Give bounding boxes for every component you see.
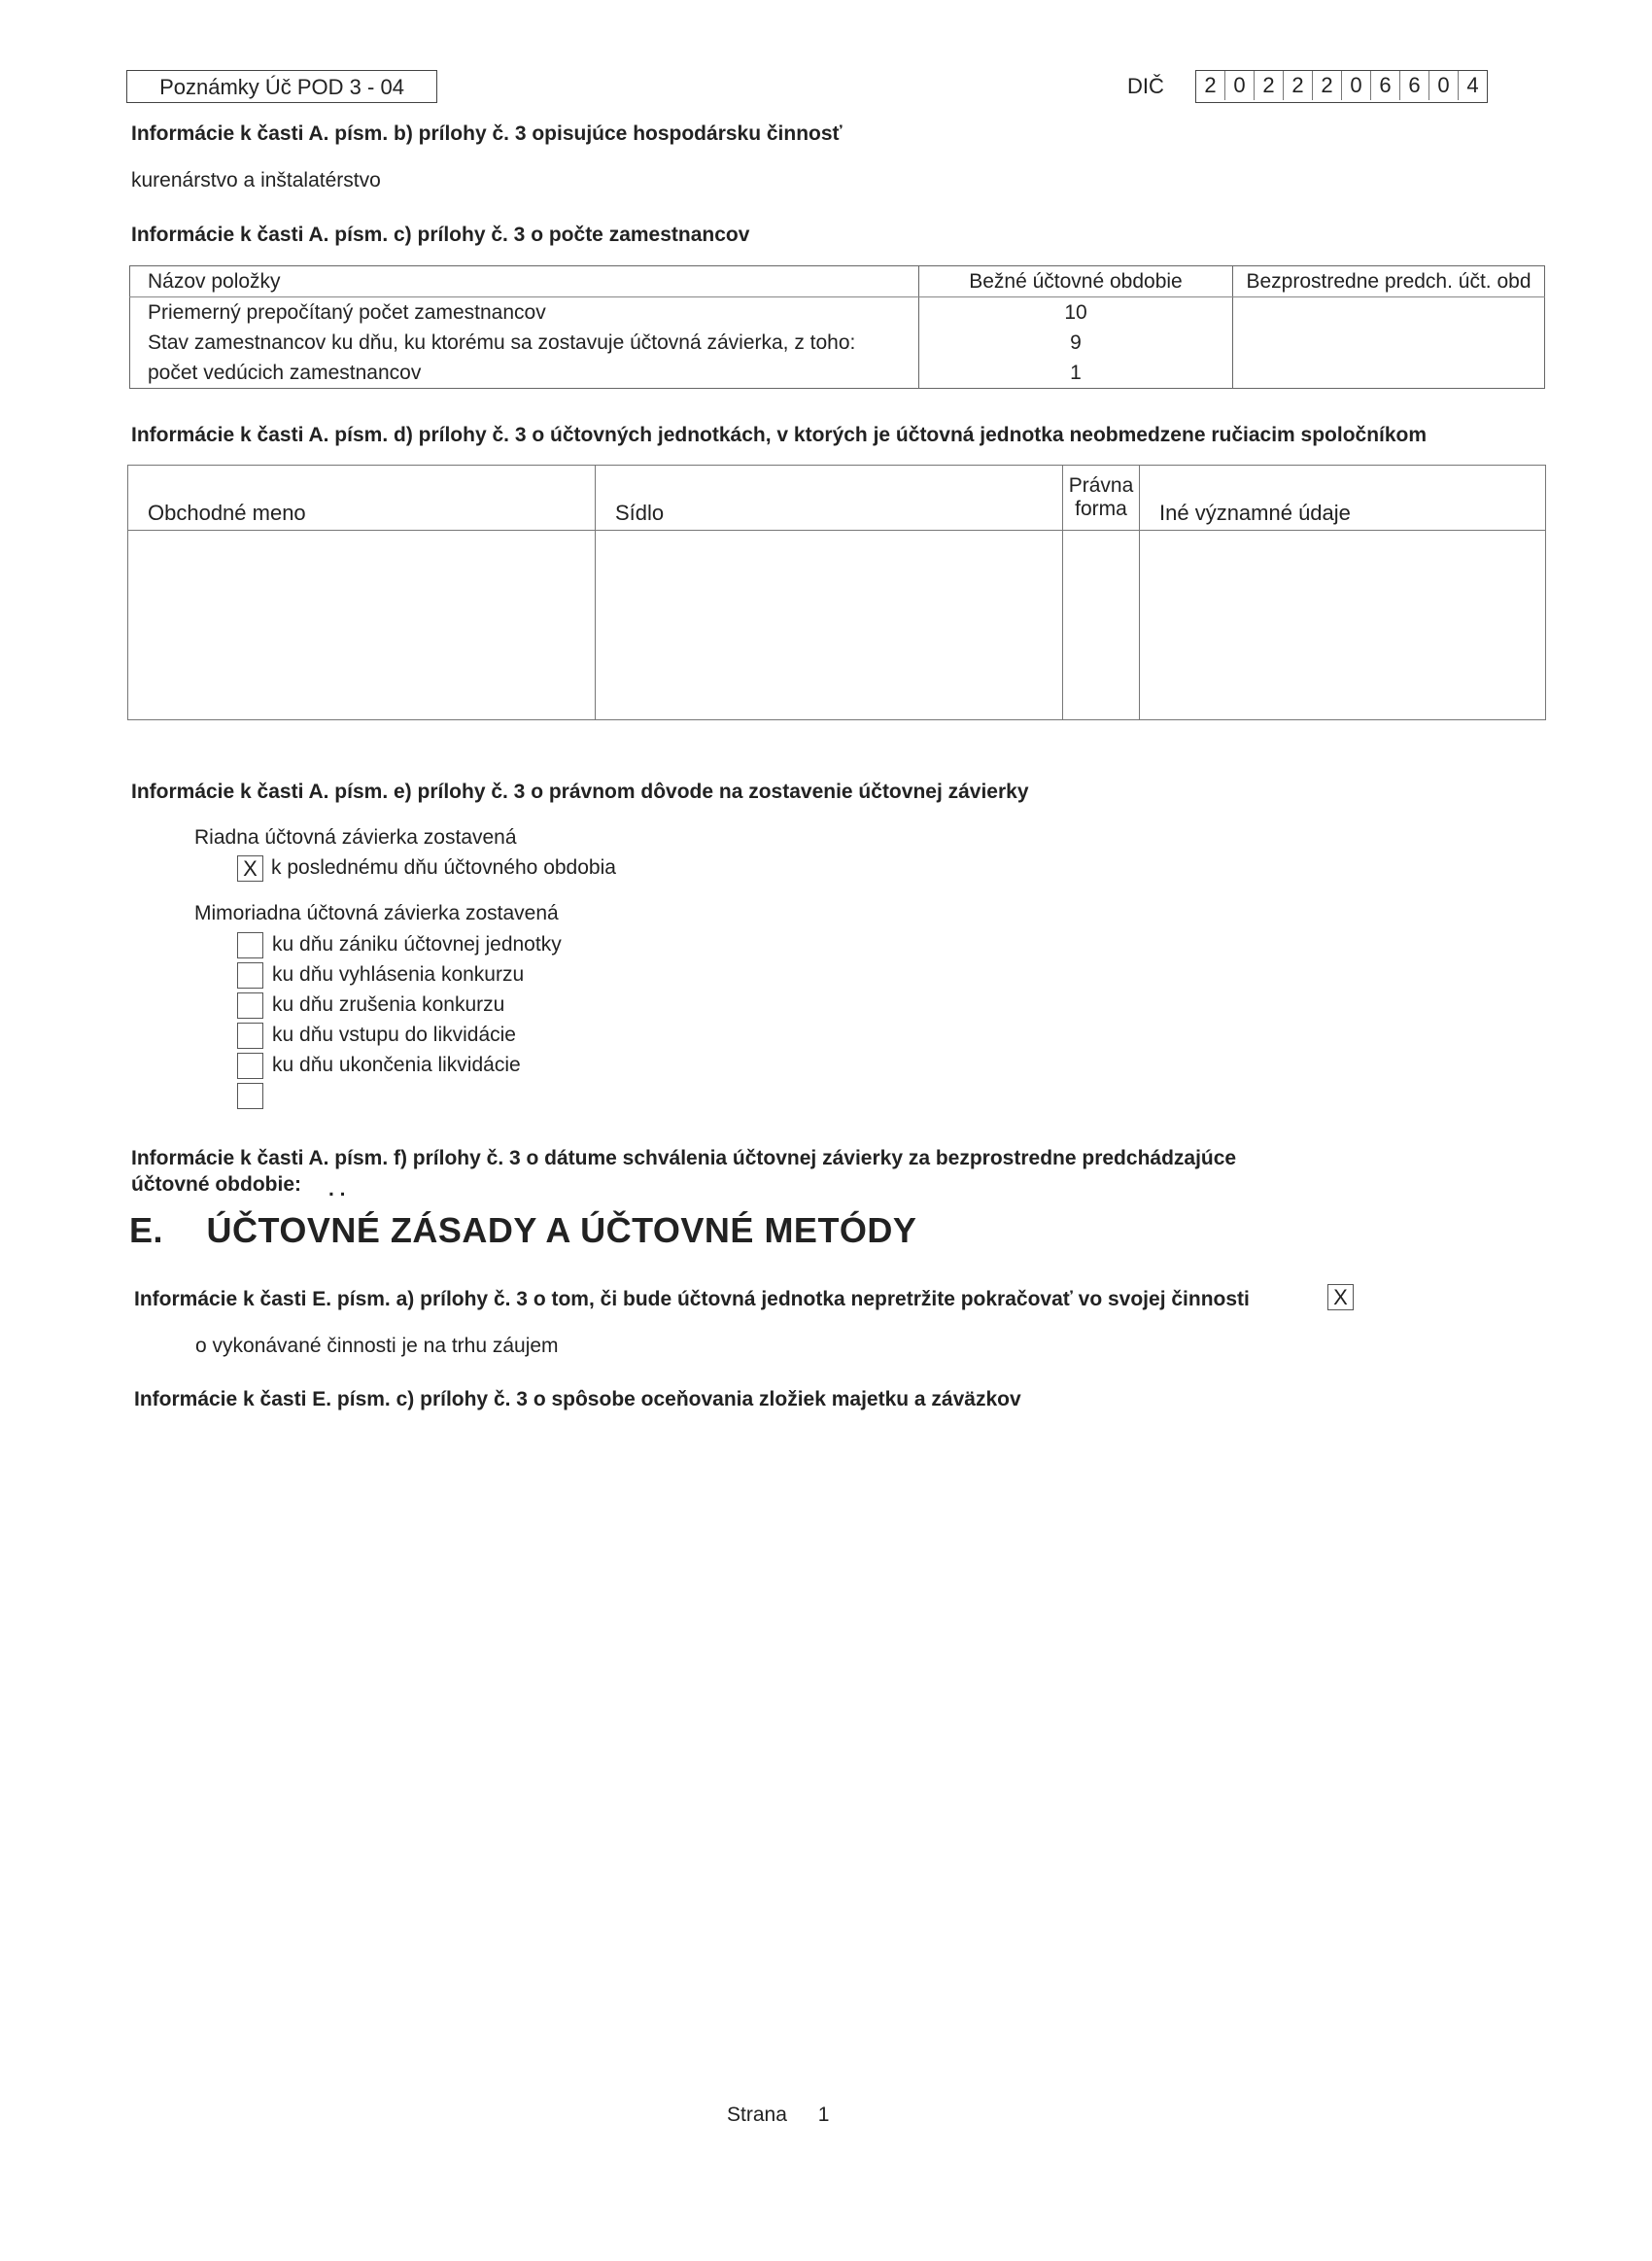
checkbox-extra-label: ku dňu zrušenia konkurzu [272, 993, 505, 1016]
chapter-title-text: ÚČTOVNÉ ZÁSADY A ÚČTOVNÉ METÓDY [206, 1210, 917, 1250]
cell-empty [128, 531, 596, 720]
table-row [130, 328, 1545, 358]
col-header-previous: Bezprostredne predch. účt. obd [1233, 266, 1545, 297]
col-header-current: Bežné účtovné obdobie [919, 266, 1233, 297]
table-header-row [130, 266, 1545, 297]
dic-label: DIČ [1127, 74, 1164, 98]
form-code-box: Poznámky Úč POD 3 - 04 [126, 70, 437, 103]
checkbox-extra[interactable] [237, 992, 263, 1019]
page-label: Strana [727, 2104, 787, 2126]
checkbox-extra[interactable] [237, 1083, 263, 1109]
section-ea-heading: Informácie k časti E. písm. a) prílohy č. 3 o tom, či bude účtovná jednotka nepretržite pokračovať vo svojej činnosti [134, 1288, 1250, 1310]
dic-digit: 4 [1458, 71, 1487, 100]
section-c-heading: Informácie k časti A. písm. c) prílohy č. 3 o počte zamestnancov [131, 224, 750, 246]
cell-empty [1140, 531, 1546, 720]
page-number: 1 [817, 2104, 830, 2126]
col-header-seat: Sídlo [596, 466, 1063, 531]
dic-digit: 6 [1399, 71, 1428, 100]
col-header-other: Iné významné údaje [1140, 466, 1546, 531]
checkbox-extra-label: ku dňu zániku účtovnej jednotky [272, 933, 562, 956]
checkbox-extra[interactable] [237, 932, 263, 958]
legal-form-line1: Právna [1068, 474, 1134, 497]
row-label: Priemerný prepočítaný počet zamestnancov [148, 301, 546, 324]
section-f-heading: Informácie k časti A. písm. f) prílohy č. 3 o dátume schválenia účtovnej závierky za bezprostredne predchádzajúce [131, 1147, 1237, 1169]
row-label: počet vedúcich zamestnancov [148, 362, 422, 384]
table-row [130, 297, 1545, 329]
section-ec-heading: Informácie k časti E. písm. c) prílohy č. 3 o spôsobe oceňovania zložiek majetku a záväzkov [134, 1388, 1021, 1410]
section-ea-text: o vykonávané činnosti je na trhu záujem [195, 1335, 559, 1357]
section-b-text: kurenárstvo a inštalatérstvo [131, 169, 381, 191]
chapter-number: E. [129, 1210, 164, 1250]
section-f-value: . . [328, 1178, 346, 1200]
dic-digit: 0 [1341, 71, 1370, 100]
dic-digit: 2 [1254, 71, 1283, 100]
checkbox-regular-label: k poslednému dňu účtovného obdobia [271, 856, 616, 879]
checkbox-extra-label: ku dňu vstupu do likvidácie [272, 1024, 516, 1046]
row-previous [1233, 328, 1545, 358]
col-header-legal-form [1063, 466, 1140, 531]
row-label: Stav zamestnancov ku dňu, ku ktorému sa zostavuje účtovná závierka, z toho: [148, 331, 856, 354]
checkbox-regular[interactable]: X [237, 855, 263, 882]
checkbox-extra[interactable] [237, 1023, 263, 1049]
row-current: 1 [919, 358, 1233, 389]
dic-digit: 6 [1370, 71, 1399, 100]
dic-digit: 2 [1204, 73, 1217, 97]
section-b-heading: Informácie k časti A. písm. b) prílohy č. 3 opisujúce hospodársku činnosť [131, 122, 843, 145]
regular-label: Riadna účtovná závierka zostavená [194, 826, 517, 849]
table-header-row [128, 466, 1546, 531]
section-d-heading: Informácie k časti A. písm. d) prílohy č. 3 o účtovných jednotkách, v ktorých je účtovná jednotka neobmedzene ručiacim spoločníkom [131, 424, 1428, 446]
col-header-item: Názov položky [130, 266, 919, 297]
checkbox-extra-label: ku dňu vyhlásenia konkurzu [272, 963, 525, 986]
checkbox-extra-label: ku dňu ukončenia likvidácie [272, 1054, 521, 1076]
dic-digit: 2 [1312, 71, 1341, 100]
dic-number-boxes [1195, 70, 1488, 103]
extra-label: Mimoriadna účtovná závierka zostavená [194, 902, 559, 924]
partners-table [127, 465, 1546, 720]
employees-table [129, 265, 1545, 389]
row-previous [1233, 358, 1545, 389]
section-f-heading-line2: účtovné obdobie: [131, 1173, 301, 1196]
checkbox-going-concern[interactable]: X [1327, 1284, 1354, 1310]
row-current: 10 [919, 297, 1233, 329]
table-row [130, 358, 1545, 389]
row-current: 9 [919, 328, 1233, 358]
dic-digit: 2 [1283, 71, 1312, 100]
dic-digit: 0 [1428, 71, 1458, 100]
cell-empty [1063, 531, 1140, 720]
checkbox-extra[interactable] [237, 1053, 263, 1079]
legal-form-line2: forma [1075, 498, 1127, 520]
checkbox-extra[interactable] [237, 962, 263, 989]
chapter-title [129, 1210, 916, 1251]
table-row [128, 531, 1546, 720]
page-footer [727, 2104, 829, 2127]
cell-empty [596, 531, 1063, 720]
dic-digit: 0 [1224, 71, 1254, 100]
col-header-name: Obchodné meno [128, 466, 596, 531]
section-e-heading: Informácie k časti A. písm. e) prílohy č. 3 o právnom dôvode na zostavenie účtovnej závierky [131, 781, 1029, 803]
row-previous [1233, 297, 1545, 329]
